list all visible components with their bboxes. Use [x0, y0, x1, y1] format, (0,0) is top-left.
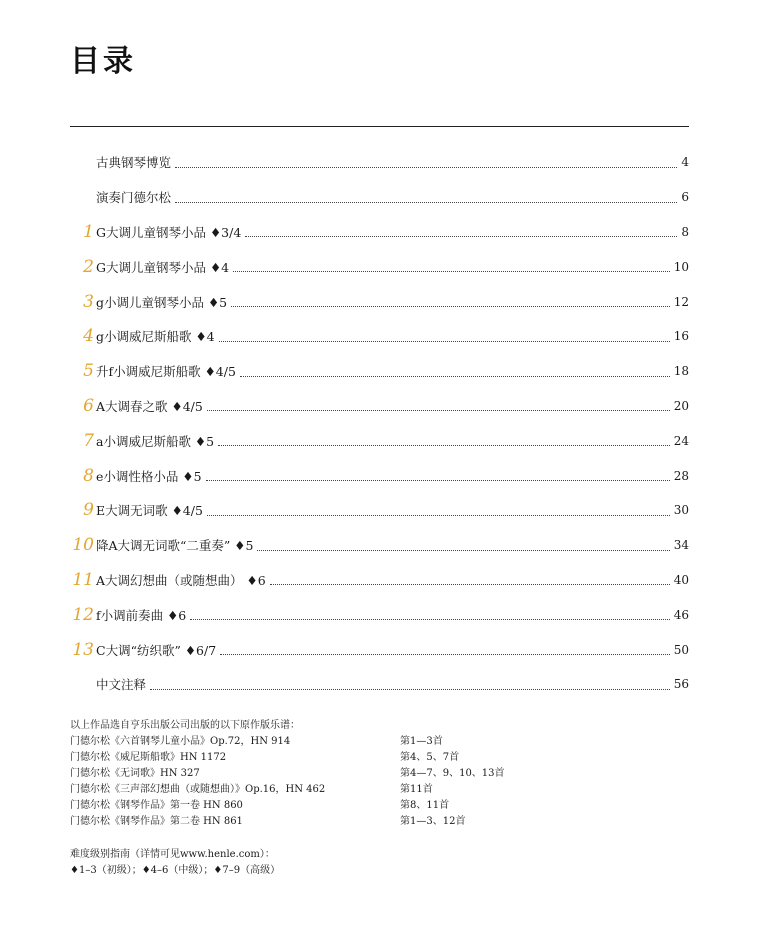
- toc-dot-leader: [190, 619, 669, 620]
- toc-entry-title: A大调春之歌 ♦4/5: [96, 398, 203, 414]
- toc-dot-leader: [219, 341, 670, 342]
- source-work: 门德尔松《三声部幻想曲（或随想曲）》Op.16，HN 462: [70, 784, 326, 795]
- toc-entry-page: 56: [673, 677, 689, 692]
- toc-entry-page: 46: [673, 607, 689, 622]
- toc-entry[interactable]: [70, 145, 689, 180]
- toc-entry-title: G大调儿童钢琴小品 ♦4: [96, 259, 230, 275]
- source-row: [70, 782, 690, 798]
- toc-dot-leader: [245, 236, 677, 237]
- toc-entry[interactable]: [70, 215, 689, 250]
- toc-dot-leader: [240, 376, 670, 377]
- toc-dot-leader: [175, 202, 677, 203]
- toc-entry-page: 20: [673, 398, 689, 413]
- toc-entry[interactable]: [70, 319, 689, 354]
- toc-entry[interactable]: [70, 493, 689, 528]
- toc-entry-number: 9: [83, 500, 94, 521]
- source-pieces: 第11首: [400, 784, 433, 795]
- toc-entry-page: 24: [673, 433, 689, 448]
- toc-entry-page: 30: [673, 503, 689, 518]
- difficulty-heading: 难度级别指南（详情可见www.henle.com）：: [70, 849, 275, 860]
- source-work: 门德尔松《六首钢琴儿童小品》Op.72，HN 914: [70, 736, 291, 747]
- source-notes: [70, 718, 690, 830]
- source-pieces: 第1—3、12首: [400, 816, 466, 827]
- toc-dot-leader: [231, 306, 670, 307]
- toc-dot-leader: [150, 689, 670, 690]
- toc-entry-page: 4: [681, 155, 689, 170]
- toc-entry[interactable]: [70, 423, 689, 458]
- toc-dot-leader: [207, 515, 670, 516]
- toc-dot-leader: [270, 584, 670, 585]
- difficulty-guide: [70, 847, 280, 879]
- toc-entry-page: 10: [673, 259, 689, 274]
- source-pieces: 第1—3首: [400, 736, 443, 747]
- toc-entry-page: 34: [673, 538, 689, 553]
- source-pieces: 第4—7、9、10、13首: [400, 768, 505, 779]
- source-pieces: 第8、11首: [400, 800, 450, 811]
- source-work: 门德尔松《威尼斯船歌》HN 1172: [70, 752, 227, 763]
- page-title: 目录: [70, 44, 136, 79]
- toc-entry-title: A大调幻想曲（或随想曲） ♦6: [96, 572, 266, 588]
- source-work: 门德尔松《无词歌》HN 327: [70, 768, 200, 779]
- toc-entry-title: g小调威尼斯船歌 ♦4: [96, 329, 215, 345]
- toc-entry-title: f小调前奏曲 ♦6: [96, 607, 187, 623]
- source-row: [70, 814, 690, 830]
- toc-entry[interactable]: [70, 528, 689, 563]
- source-row: [70, 798, 690, 814]
- source-work: 门德尔松《钢琴作品》第一卷 HN 860: [70, 800, 243, 811]
- title-divider: [70, 126, 689, 127]
- toc-entry[interactable]: [70, 354, 689, 389]
- toc-list: [70, 145, 689, 702]
- source-pieces: 第4、5、7首: [400, 752, 460, 763]
- toc-dot-leader: [206, 480, 670, 481]
- toc-dot-leader: [218, 445, 670, 446]
- toc-dot-leader: [257, 550, 669, 551]
- toc-entry[interactable]: [70, 284, 689, 319]
- toc-entry-title: G大调儿童钢琴小品 ♦3/4: [96, 224, 242, 240]
- toc-entry-page: 40: [673, 572, 689, 587]
- source-row: [70, 750, 690, 766]
- toc-entry-page: 8: [681, 224, 689, 239]
- toc-entry-title: C大调“纺织歌” ♦6/7: [96, 642, 217, 658]
- toc-entry-number: 11: [72, 569, 94, 590]
- toc-entry-title: 中文注释: [96, 677, 147, 693]
- toc-entry-title: E大调无词歌 ♦4/5: [96, 503, 203, 519]
- toc-entry[interactable]: [70, 249, 689, 284]
- toc-entry[interactable]: [70, 597, 689, 632]
- toc-entry[interactable]: [70, 458, 689, 493]
- toc-entry-number: 2: [83, 256, 94, 277]
- toc-dot-leader: [233, 271, 670, 272]
- toc-entry-title: a小调威尼斯船歌 ♦5: [96, 433, 215, 449]
- toc-entry-title: g小调儿童钢琴小品 ♦5: [96, 294, 228, 310]
- toc-entry-number: 10: [72, 535, 94, 556]
- toc-dot-leader: [175, 167, 677, 168]
- toc-entry-number: 8: [83, 465, 94, 486]
- toc-entry-number: 3: [83, 291, 94, 312]
- source-row: [70, 766, 690, 782]
- toc-entry-page: 16: [673, 329, 689, 344]
- toc-entry-page: 12: [673, 294, 689, 309]
- toc-entry-number: 5: [83, 361, 94, 382]
- toc-entry-number: 1: [83, 221, 94, 242]
- toc-entry-title: e小调性格小品 ♦5: [96, 468, 202, 484]
- toc-entry-number: 13: [72, 639, 94, 660]
- sources-list: [70, 734, 690, 830]
- toc-entry-number: 6: [83, 395, 94, 416]
- toc-entry-title: 古典钢琴博览: [96, 155, 172, 171]
- toc-entry-title: 降A大调无词歌“二重奏” ♦5: [96, 538, 254, 554]
- toc-entry[interactable]: [70, 180, 689, 215]
- toc-dot-leader: [207, 410, 670, 411]
- toc-entry-title: 演奏门德尔松: [96, 190, 172, 206]
- toc-entry-title: 升f小调威尼斯船歌 ♦4/5: [96, 364, 236, 380]
- toc-entry[interactable]: [70, 563, 689, 598]
- sources-heading: 以上作品选自亨乐出版公司出版的以下原作版乐谱：: [70, 720, 300, 731]
- toc-entry-page: 6: [681, 190, 689, 205]
- difficulty-levels: ♦1–3（初级）；♦4–6（中级）；♦7–9（高级）: [70, 865, 281, 876]
- source-work: 门德尔松《钢琴作品》第二卷 HN 861: [70, 816, 243, 827]
- toc-dot-leader: [220, 654, 670, 655]
- toc-entry-page: 18: [673, 364, 689, 379]
- toc-entry[interactable]: [70, 667, 689, 702]
- toc-entry-page: 28: [673, 468, 689, 483]
- toc-entry-number: 7: [83, 430, 94, 451]
- toc-entry[interactable]: [70, 632, 689, 667]
- toc-entry-number: 12: [72, 604, 94, 625]
- source-row: [70, 734, 690, 750]
- toc-entry-number: 4: [83, 326, 94, 347]
- toc-entry-page: 50: [673, 642, 689, 657]
- toc-entry[interactable]: [70, 389, 689, 424]
